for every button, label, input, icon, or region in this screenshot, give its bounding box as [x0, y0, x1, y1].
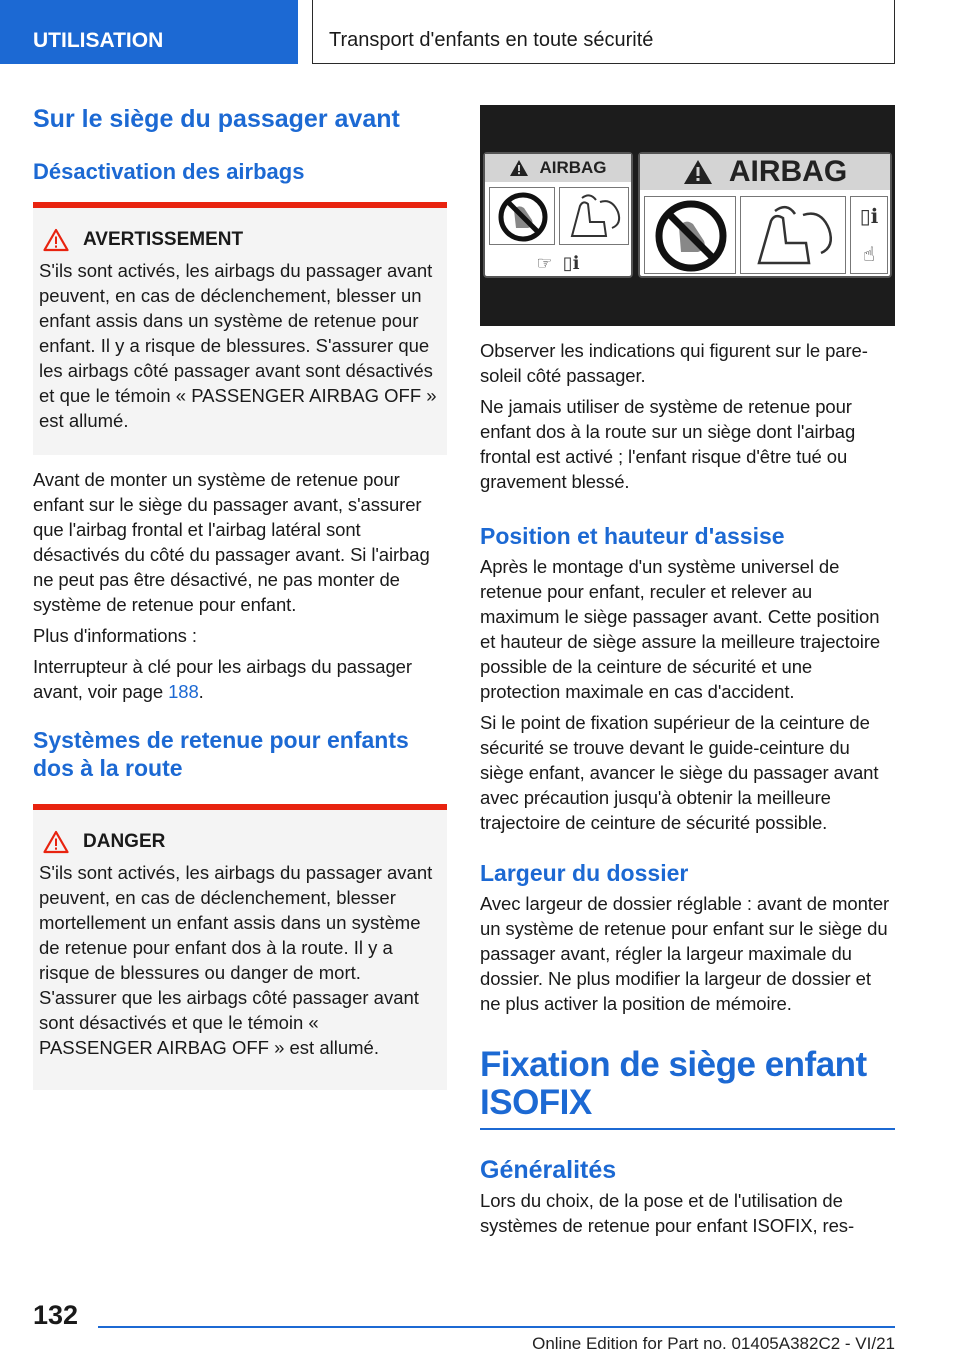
seat-airbag-cell-large	[740, 196, 846, 274]
danger-title-row	[39, 830, 437, 854]
manual-book-icon: ▯ℹ	[859, 205, 879, 228]
paragraph-never-use: Ne jamais utiliser de système de retenue pour enfant dos à la route sur un siège dont l'airbag frontal est activé ; l'enfant risque d'être tué ou gravement blessé.	[480, 396, 856, 492]
no-child-seat-cell	[489, 187, 555, 245]
manual-info-cell	[850, 196, 888, 274]
heading-general: Généralités	[480, 1156, 617, 1184]
key-switch-suffix: .	[198, 681, 204, 702]
warning-box	[33, 202, 447, 455]
manual-book-icon: ▯ℹ	[562, 252, 580, 273]
no-child-seat-cell-large	[644, 196, 736, 274]
heading-rear-facing: Systèmes de retenue pour enfants dos à la route	[33, 727, 409, 781]
section-tab	[0, 0, 298, 64]
small-label-footer-icons	[485, 250, 631, 276]
right-column	[480, 105, 895, 1238]
airbag-label-small-header	[485, 154, 631, 182]
seat-airbag-icon	[741, 197, 847, 275]
no-rear-facing-seat-icon	[490, 188, 556, 246]
pointing-finger-icon: ☝	[862, 243, 876, 266]
paragraph-before-mounting: Avant de monter un système de retenue pour enfant sur le siège du passager avant, s'assurer que l'airbag frontal et l'airbag latéral sont désactivés du côté du passager avant. Si l'airbag ne peut pas être désactivé, ne pas monter de système de retenue pour enfant.	[33, 469, 430, 615]
left-column	[33, 100, 447, 1090]
section-title: UTILISATION	[33, 29, 164, 52]
airbag-label-small-text: AIRBAG	[539, 158, 607, 177]
warning-triangle-icon	[683, 159, 713, 185]
danger-box	[33, 804, 447, 1090]
warning-text: S'ils sont activés, les airbags du passager avant peuvent, en cas de déclenchement, blesser un enfant assis dans un système de retenue pour enfant. Il y a risque de blessures. S'assurer que les airbags côté passager avant sont désactivés et que le témoin « PASSENGER AIRBAG OFF » est allumé.	[39, 260, 437, 431]
heading-airbag-deactivation: Désactivation des airbags	[33, 159, 305, 184]
edition-text: Online Edition for Part no. 01405A382C2 - VI/21	[532, 1334, 895, 1353]
pointing-hand-icon: ☞	[536, 252, 553, 273]
heading-passenger-seat: Sur le siège du passager avant	[33, 105, 400, 133]
isofix-heading-block	[480, 1046, 895, 1130]
airbag-label-large-text: AIRBAG	[728, 155, 848, 188]
paragraph-after-mounting: Après le montage d'un système universel de retenue pour enfant, reculer et relever au maximum le siège passager avant. Cette position et hauteur de siège assure la meilleure trajectoire possible de la ceinture de sécurité et une protection maximale en cas d'accident.	[480, 556, 881, 702]
footer-edition	[98, 1326, 895, 1354]
danger-title: DANGER	[83, 831, 166, 852]
paragraph-adjustable-width: Avec largeur de dossier réglable : avant de monter un système de retenue pour enfant sur le siège du passager avant, régler la largeur maximale du dossier. Ne plus modifier la largeur de dossier et ne plus activer la position de mémoire.	[480, 893, 890, 1014]
heading-isofix: Fixation de siège enfant ISOFIX	[480, 1045, 867, 1122]
warning-title: AVERTISSEMENT	[83, 229, 244, 250]
warning-triangle-icon	[43, 228, 69, 252]
chapter-header	[312, 0, 895, 64]
seat-airbag-cell	[559, 187, 629, 245]
warning-triangle-icon	[509, 159, 529, 177]
paragraph-key-switch	[33, 654, 447, 704]
airbag-label-large-header	[640, 154, 890, 190]
airbag-label-large	[638, 152, 892, 278]
airbag-label-small	[483, 152, 633, 278]
airbag-warning-label-image	[480, 105, 895, 326]
chapter-title: Transport d'enfants en toute sécurité	[329, 29, 654, 51]
seat-airbag-icon	[560, 188, 630, 246]
paragraph-isofix-general: Lors du choix, de la pose et de l'utilisation de systèmes de retenue pour enfant ISOFIX, res-	[480, 1190, 855, 1236]
paragraph-more-info: Plus d'informations :	[33, 625, 197, 646]
no-rear-facing-seat-icon	[645, 197, 737, 275]
key-switch-text: Interrupteur à clé pour les airbags du passager avant, voir page	[33, 656, 412, 702]
heading-backrest-width: Largeur du dossier	[480, 860, 689, 886]
warning-title-row	[39, 228, 437, 252]
page-reference-link[interactable]: 188	[168, 681, 199, 702]
danger-text: S'ils sont activés, les airbags du passager avant peuvent, en cas de déclenchement, blesser mortellement un enfant assis dans un système de retenue pour enfant dos à la route. Il y a risque de blessures ou danger de mort. S'assurer que les airbags côté passager avant sont désactivés et que le témoin « PASSENGER AIRBAG OFF » est allumé.	[39, 862, 433, 1058]
paragraph-sun-visor: Observer les indications qui figurent sur le pare-soleil côté passager.	[480, 340, 868, 386]
heading-position-height: Position et hauteur d'assise	[480, 523, 785, 549]
danger-triangle-icon	[43, 830, 69, 854]
paragraph-upper-anchor: Si le point de fixation supérieur de la ceinture de sécurité se trouve devant le guide-ceinture du siège enfant, avancer le siège du passager avant avec précaution jusqu'à obtenir la meilleure trajectoire de ceinture de sécurité possible.	[480, 712, 879, 833]
page-number: 132	[33, 1300, 79, 1330]
